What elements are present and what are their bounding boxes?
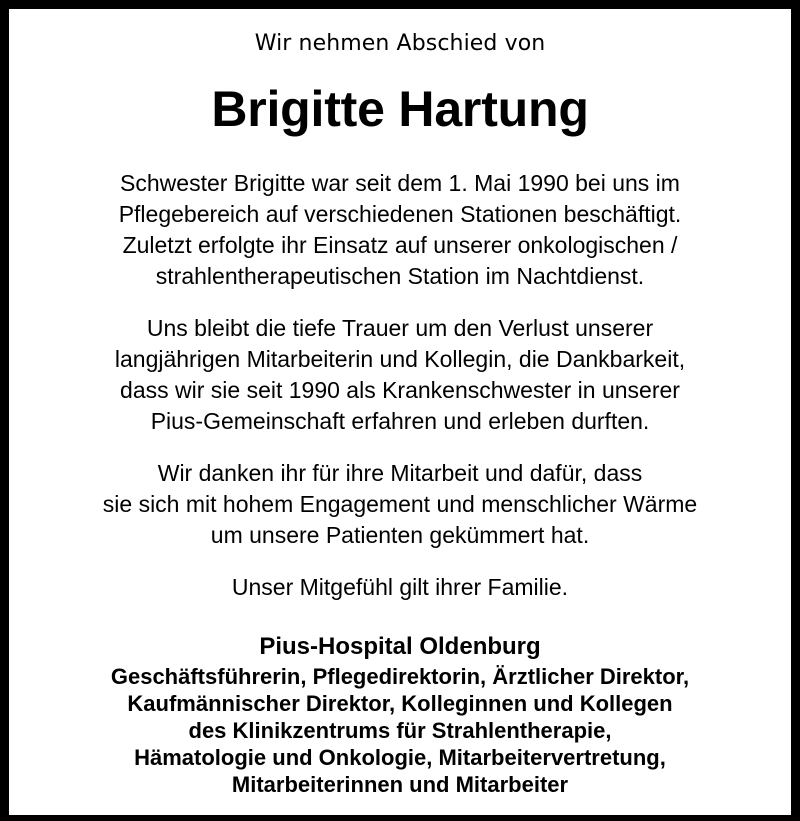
text-line: Uns bleibt die tiefe Trauer um den Verlust unserer (146, 314, 654, 341)
text-line: um unsere Patienten gekümmert hat. (210, 521, 590, 548)
organization-name: Pius-Hospital Oldenburg (259, 632, 541, 660)
text-line: Wir danken ihr für ihre Mitarbeit und dafür, dass (157, 459, 643, 486)
text-line: Schwester Brigitte war seit dem 1. Mai 1990 bei uns im (120, 169, 680, 196)
notice-content-area (9, 9, 791, 815)
text-line: dass wir sie seit 1990 als Krankenschwester in unserer (120, 376, 680, 403)
text-line: Zuletzt erfolgte ihr Einsatz auf unserer onkologischen / (122, 231, 678, 258)
text-line: Unser Mitgefühl gilt ihrer Familie. (231, 573, 569, 600)
signature-block (33, 633, 767, 798)
paragraph (33, 458, 767, 551)
paragraph (33, 313, 767, 437)
text-line: des Klinikzentrums für Strahlentherapie, (188, 717, 612, 743)
deceased-name: Brigitte Hartung (211, 81, 589, 138)
text-line: sie sich mit hohem Engagement und menschlicher Wärme (102, 490, 698, 517)
paragraph (33, 572, 767, 603)
text-line: Pius-Gemeinschaft erfahren und erleben durften. (150, 407, 650, 434)
signatory-roles (33, 663, 767, 798)
text-line: strahlentherapeutischen Station im Nachtdienst. (155, 262, 645, 289)
text-line: Mitarbeiterinnen und Mitarbeiter (231, 771, 569, 797)
text-line: Hämatologie und Onkologie, Mitarbeitervertretung, (134, 744, 666, 770)
text-line: Pflegebereich auf verschiedenen Stationen beschäftigt. (118, 200, 682, 227)
paragraph (33, 168, 767, 292)
text-line: langjährigen Mitarbeiterin und Kollegin, die Dankbarkeit, (114, 345, 686, 372)
text-line: Kaufmännischer Direktor, Kolleginnen und Kollegen (127, 690, 673, 716)
text-line: Geschäftsführerin, Pflegedirektorin, Ärztlicher Direktor, (110, 663, 690, 689)
intro-line: Wir nehmen Abschied von (254, 31, 546, 56)
memorial-text-block (33, 168, 767, 603)
